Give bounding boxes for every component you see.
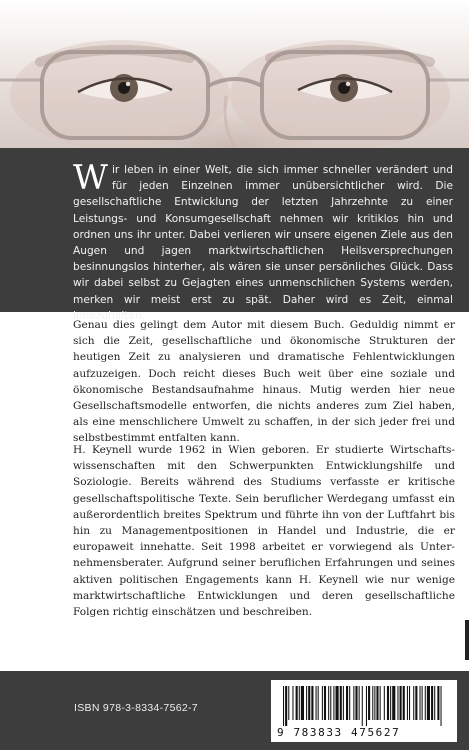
barcode-bars-image xyxy=(283,686,445,726)
barcode-bar xyxy=(353,686,354,720)
barcode-bar xyxy=(359,686,360,720)
barcode-digits: 9 783833 475627 xyxy=(277,726,401,739)
barcode-bar xyxy=(306,686,307,720)
cover-edge-strip xyxy=(465,620,469,660)
barcode-bar xyxy=(368,686,370,720)
barcode-bar xyxy=(346,686,348,720)
barcode-bar xyxy=(407,686,408,720)
eyes-with-glasses-image xyxy=(0,0,469,148)
barcode-bar xyxy=(328,686,329,720)
barcode-bar xyxy=(308,686,310,720)
barcode-bar xyxy=(400,686,402,720)
barcode-bar xyxy=(422,686,423,720)
barcode-bar xyxy=(330,686,331,720)
intro-text: ir leben in einer Welt, die sich immer schneller verändert und für jeden Einzelnen immer unübersichtlicher wird. Die gesellschaftliche Entwicklung der letzten Jahrzehnte zu einer Leistungs- und Konsumgesellschaft nehmen wir kritiklos hin und ordnen uns ihr unter. Dabei verlieren wir unsere eigenen Ziele aus den Augen und jagen marktwirtschaftlichen Heilsversprechungen besinnungslos hinterher, als wären sie unser persönliches Glück. Dass wir dabei selbst zu Gejagten eines unmenschlichen Systems werden, merken wir meist erst zu spät. Daher wird es Zeit, einmal innezuhalten. xyxy=(73,164,453,322)
barcode-bar xyxy=(397,686,398,720)
barcode-bar xyxy=(283,686,284,726)
barcode-bar xyxy=(372,686,373,720)
barcode-bar xyxy=(431,686,433,720)
author-bio-paragraph: H. Keynell wurde 1962 in Wien geboren. Er studierte Wirtschaftswissenschaften mit den Schwerpunkten Entwicklungshilfe und Soziologie. Bereits während des Studiums verfasste er kritische gesellschaftspolitische Texte. Sein beruflicher Werdegang umfasst ein außerordentlich breites Spektrum und führte ihn von der Luftfahrt bis hin zu Managementpositionen in Handel und Industrie, die er europaweit innehatte. Seit 1998 arbeitet er vorwiegend als Unternehmensberater. Aufgrund seiner beruflichen Erfahrungen und seines aktiven politischen Engagements kann H. Keynell wie nur wenige marktwirtschaftliche Entwicklungen und deren gesellschaftliche Folgen richtig einschätzen und beschreiben. xyxy=(73,444,455,619)
barcode-bar xyxy=(366,686,367,726)
barcode-bar xyxy=(324,686,326,720)
barcode-bar xyxy=(318,686,319,720)
barcode-bar xyxy=(340,686,342,720)
barcode-bar xyxy=(415,686,417,720)
barcode-bar xyxy=(376,686,378,720)
barcode-bar xyxy=(296,686,298,720)
intro-panel xyxy=(0,148,469,322)
barcode-bar xyxy=(285,686,287,726)
intro-paragraph xyxy=(73,158,453,324)
barcode-bar xyxy=(322,686,323,720)
barcode-bar xyxy=(420,686,421,720)
barcode-bar xyxy=(355,686,357,720)
bottom-band xyxy=(0,671,469,750)
barcode-bar xyxy=(380,686,381,720)
barcode-bar xyxy=(392,686,395,720)
barcode-bar xyxy=(403,686,405,720)
barcode-bar xyxy=(316,686,317,720)
barcode-bar xyxy=(288,686,289,720)
barcode-bar xyxy=(362,686,363,726)
barcode-bar xyxy=(292,686,293,720)
barcode-bar xyxy=(390,686,391,720)
barcode-bar xyxy=(349,686,350,720)
barcode-bar xyxy=(374,686,375,720)
barcode-bar xyxy=(343,686,344,720)
barcode-bar xyxy=(413,686,414,720)
cover-photo-eyes xyxy=(0,0,469,148)
barcode-bar xyxy=(336,686,339,720)
barcode-bar xyxy=(301,686,304,720)
barcode-bar xyxy=(387,686,389,720)
barcode-bar xyxy=(434,686,435,720)
barcode-bar xyxy=(441,686,442,726)
barcode-bar xyxy=(425,686,426,720)
barcode-bar xyxy=(427,686,430,720)
barcode-bar xyxy=(299,686,300,720)
drop-cap-letter: W xyxy=(73,158,108,198)
barcode-bar xyxy=(437,686,439,720)
barcode-bar xyxy=(384,686,385,720)
barcode-bar xyxy=(311,686,313,720)
barcode-bar xyxy=(409,686,410,720)
description-paragraph: Genau dies gelingt dem Autor mit diesem Buch. Geduldig nimmt er sich die Zeit, gesellschaftliche und ökonomische Strukturen der heutigen Zeit zu analysieren und dramatische Fehlentwicklungen aufzuzeigen. Doch reicht dieses Buch weit über eine soziale und ökonomische Bestandsaufnahme hinaus. Mutig werden hier neue Gesellschaftsmodelle entworfen, die nichts anderes zum Ziel haben, als eine menschlichere Umwelt zu schaffen, in der sich jeder frei und selbstbestimmt entfalten kann. xyxy=(73,319,455,445)
barcode xyxy=(271,680,457,742)
isbn-label: ISBN 978-3-8334-7562-7 xyxy=(74,702,198,714)
barcode-bar xyxy=(333,686,334,720)
